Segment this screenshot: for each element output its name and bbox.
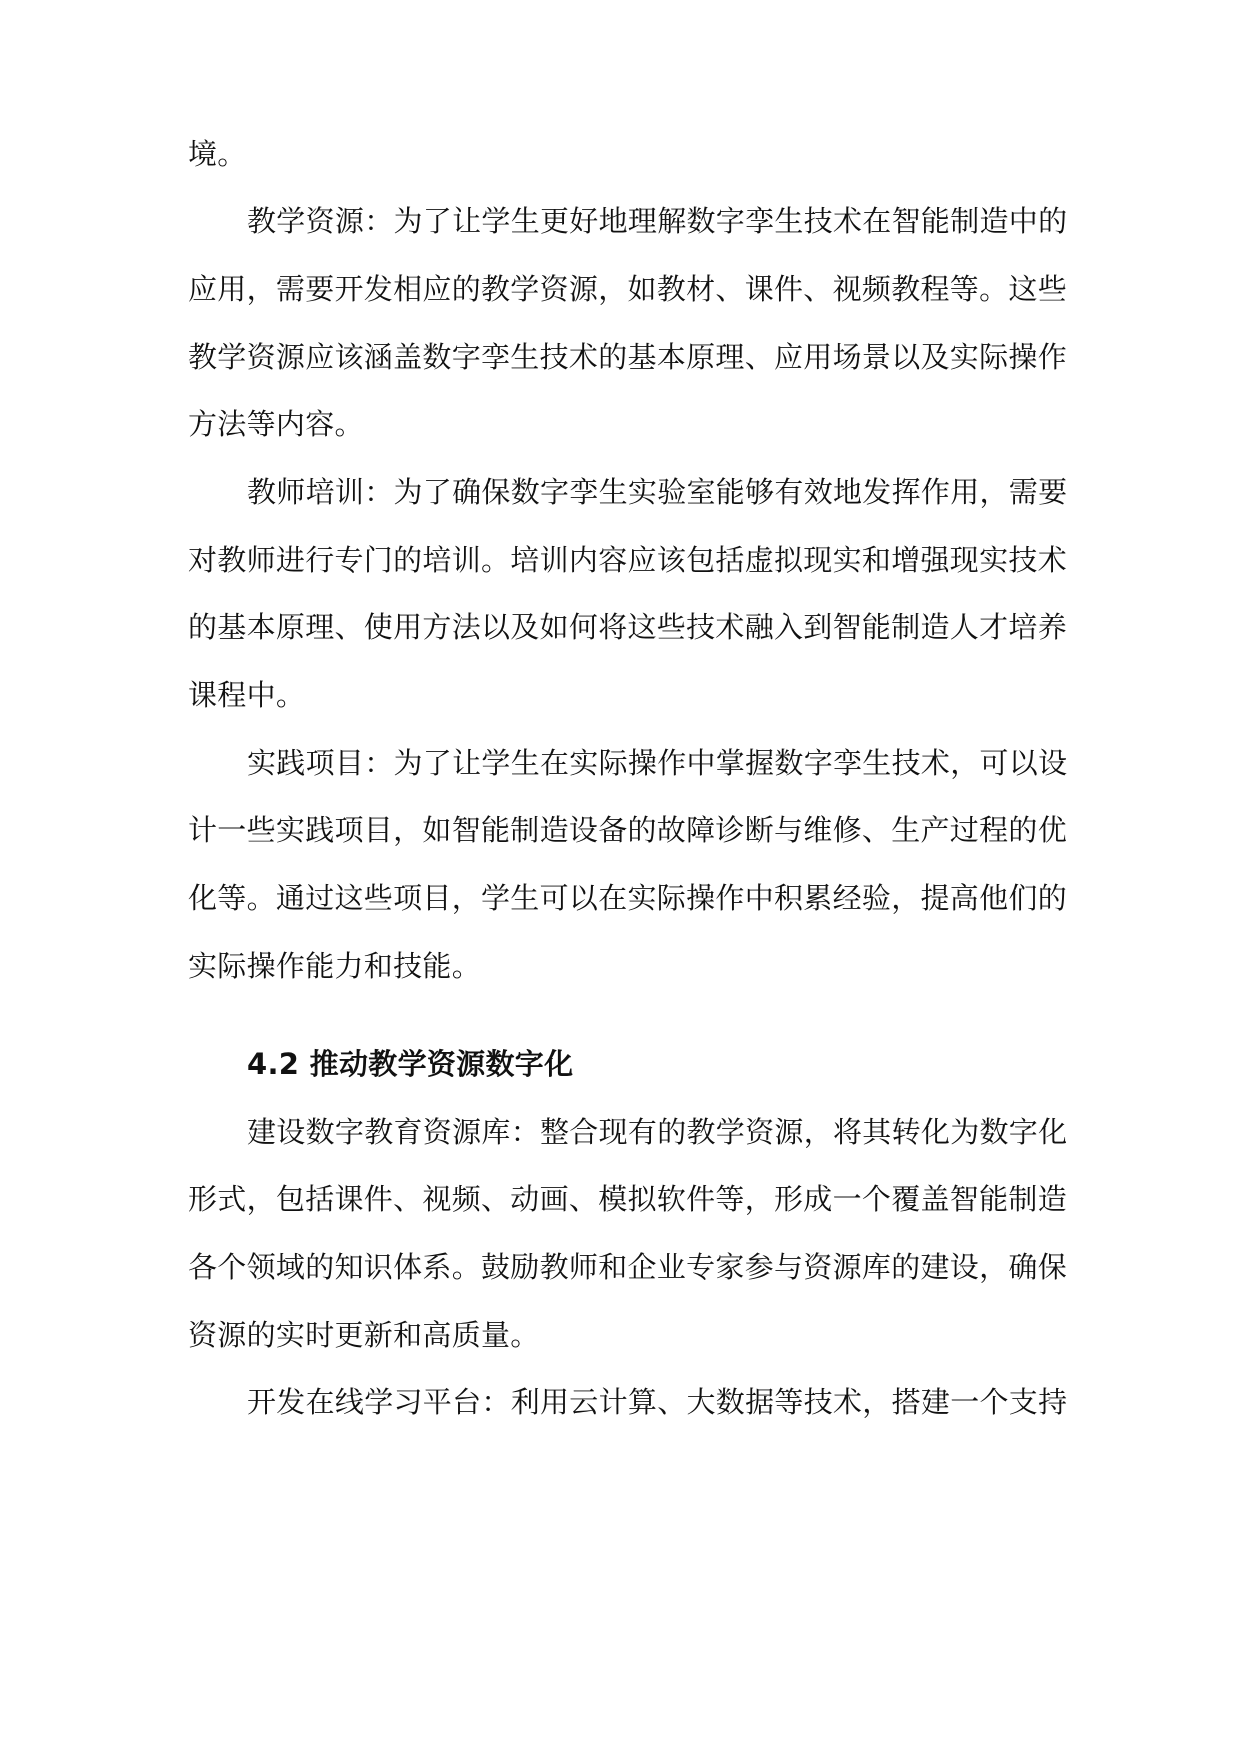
paragraph-line: 对教师进行专门的培训。培训内容应该包括虚拟现实和增强现实技术 [188, 543, 1068, 577]
paragraph-line: 应用，需要开发相应的教学资源，如教材、课件、视频教程等。这些 [188, 272, 1068, 306]
section-heading: 4.2 推动教学资源数字化 [247, 1047, 574, 1081]
paragraph-line: 建设数字教育资源库：整合现有的教学资源，将其转化为数字化 [247, 1115, 1068, 1149]
paragraph-line: 化等。通过这些项目，学生可以在实际操作中积累经验，提高他们的 [188, 881, 1068, 915]
paragraph-line: 境。 [188, 137, 247, 171]
paragraph-line: 教学资源应该涵盖数字孪生技术的基本原理、应用场景以及实际操作 [188, 340, 1068, 374]
paragraph-line: 开发在线学习平台：利用云计算、大数据等技术，搭建一个支持 [247, 1385, 1068, 1419]
paragraph-line: 实践项目：为了让学生在实际操作中掌握数字孪生技术，可以设 [247, 746, 1068, 780]
paragraph-line: 课程中。 [188, 678, 306, 712]
paragraph-line: 形式，包括课件、视频、动画、模拟软件等，形成一个覆盖智能制造 [188, 1182, 1068, 1216]
paragraph-line: 的基本原理、使用方法以及如何将这些技术融入到智能制造人才培养 [188, 610, 1068, 644]
paragraph-line: 教学资源：为了让学生更好地理解数字孪生技术在智能制造中的 [247, 204, 1068, 238]
paragraph-line: 各个领域的知识体系。鼓励教师和企业专家参与资源库的建设，确保 [188, 1250, 1068, 1284]
paragraph-line: 计一些实践项目，如智能制造设备的故障诊断与维修、生产过程的优 [188, 813, 1068, 847]
paragraph-line: 方法等内容。 [188, 407, 364, 441]
paragraph-line: 资源的实时更新和高质量。 [188, 1318, 540, 1352]
paragraph-line: 实际操作能力和技能。 [188, 949, 482, 983]
paragraph-line: 教师培训：为了确保数字孪生实验室能够有效地发挥作用，需要 [247, 475, 1068, 509]
